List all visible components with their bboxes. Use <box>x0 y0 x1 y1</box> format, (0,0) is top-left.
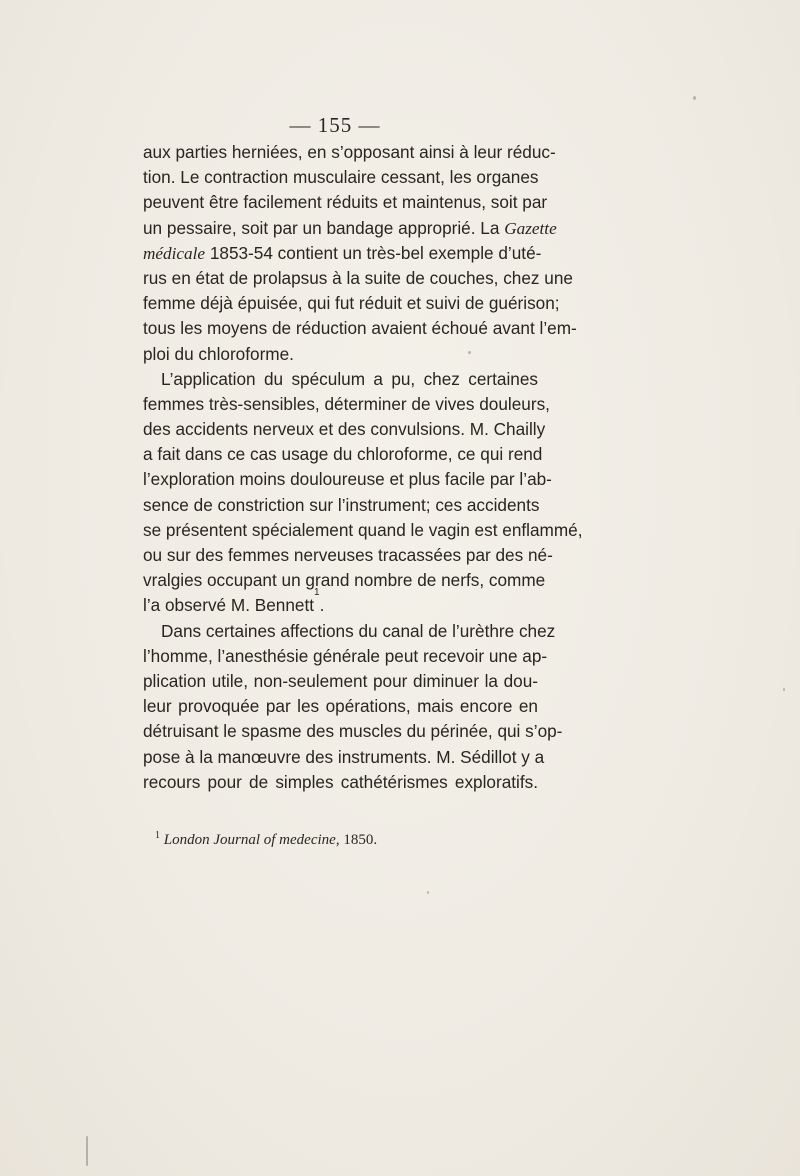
text-line-content: l’a observé M. Bennett <box>143 595 315 616</box>
footnote <box>155 830 555 850</box>
text-line-content: sence de constriction sur l’instrument; ces accidents <box>143 494 540 515</box>
paper-speck <box>86 1136 88 1166</box>
text-line <box>143 568 546 593</box>
text-line-content: plication utile, non-seulement pour diminuer la dou- <box>143 670 538 691</box>
text-line-content: femme déjà épuisée, qui fut réduit et suivi de guérison; <box>143 293 560 314</box>
text-line <box>143 392 550 417</box>
text-line <box>143 619 556 644</box>
text-line <box>143 669 538 694</box>
text-line-content: l’homme, l’anesthésie générale peut recevoir une ap- <box>143 645 548 666</box>
text-line-content: l’exploration moins douloureuse et plus facile par l’ab- <box>143 469 552 490</box>
text-line-content: recours pour de simples cathétérismes exploratifs. <box>143 771 538 792</box>
text-line <box>143 165 538 190</box>
text-line <box>143 241 542 266</box>
text-line-content: des accidents nerveux et des convulsions. M. Chailly <box>143 419 546 440</box>
text-line <box>143 587 538 618</box>
text-line <box>143 342 538 367</box>
text-line <box>143 745 545 770</box>
text-line-content: aux parties herniées, en s’opposant ainsi à leur réduc- <box>143 142 556 162</box>
text-line-content: se présentent spécialement quand le vagin est enflammé, <box>143 519 583 540</box>
text-line <box>143 644 548 669</box>
text-line <box>143 493 538 518</box>
text-line-content: pose à la manœuvre des instruments. M. Sédillot y a <box>143 746 545 767</box>
text-line-content: L’application du spéculum a pu, chez certaines <box>161 368 538 389</box>
footnote-marker: 1 <box>155 830 160 841</box>
paper-speck <box>693 96 696 100</box>
text-line <box>143 442 543 467</box>
text-line-content: a fait dans ce cas usage du chloroforme, ce qui rend <box>143 444 543 465</box>
text-line <box>143 316 577 341</box>
text-line-content: un pessaire, soit par un bandage approprié. La Gazette <box>143 217 557 238</box>
text-line <box>143 694 538 719</box>
text-line <box>143 417 546 442</box>
text-line <box>143 190 548 215</box>
text-line-tail: . <box>319 595 325 616</box>
text-line-content: rus en état de prolapsus à la suite de couches, chez une <box>143 267 573 288</box>
text-line-content: médicale 1853-54 contient un très-bel exemple d’uté- <box>143 242 542 263</box>
text-line-content: détruisant le spasme des muscles du périnée, qui s’op- <box>143 721 563 742</box>
paper-speck <box>783 688 785 691</box>
paper-speck <box>468 351 471 354</box>
text-line <box>143 216 557 241</box>
footnote-text: London Journal of medecine, 1850. <box>163 832 378 848</box>
text-line <box>143 518 583 543</box>
text-line <box>143 140 556 165</box>
text-line <box>143 367 538 392</box>
page-number: — 155 — <box>289 113 381 137</box>
text-line-content: peuvent être facilement réduits et maintenus, soit par <box>143 192 548 213</box>
text-line <box>143 543 553 568</box>
text-line-content: leur provoquée par les opérations, mais encore en <box>143 696 538 717</box>
text-line-content: ou sur des femmes nerveuses tracassées par des né- <box>143 545 553 565</box>
text-line-content: Dans certaines affections du canal de l’urèthre chez <box>161 620 556 641</box>
text-line <box>143 467 552 492</box>
text-line-content: tion. Le contraction musculaire cessant, les organes <box>143 167 539 188</box>
body-text <box>143 140 583 795</box>
text-line-content: vralgies occupant un grand nombre de nerfs, comme <box>143 570 546 591</box>
text-line-content: ploi du chloroforme. <box>143 343 294 364</box>
text-line-content: tous les moyens de réduction avaient échoué avant l’em- <box>143 318 577 339</box>
paper-speck <box>427 891 429 894</box>
text-line <box>143 266 573 291</box>
text-line <box>143 770 538 795</box>
text-line-content: femmes très-sensibles, déterminer de vives douleurs, <box>143 393 550 414</box>
text-line <box>143 719 563 744</box>
footnote-reference: 1 <box>314 587 320 599</box>
text-line <box>143 291 560 316</box>
